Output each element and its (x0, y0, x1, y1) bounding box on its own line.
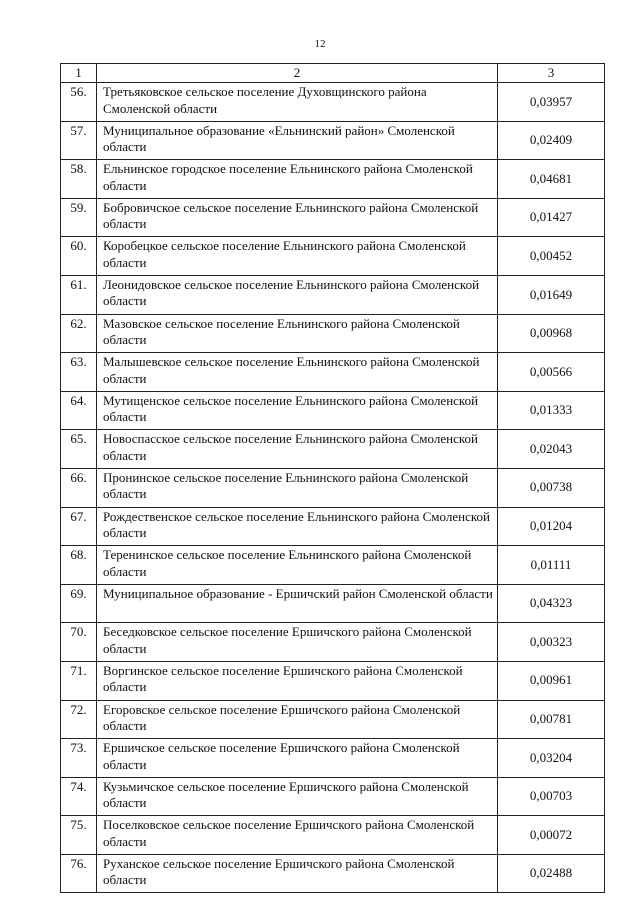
municipality-name: Кузьмичское сельское поселение Ершичского района Смоленской области (97, 777, 498, 816)
row-number: 63. (61, 353, 97, 392)
table-row (61, 854, 605, 893)
municipality-name: Коробецкое сельское поселение Ельнинского района Смоленской области (97, 237, 498, 276)
coefficient-value: 0,00781 (498, 700, 605, 739)
row-number: 61. (61, 275, 97, 314)
municipality-name: Мазовское сельское поселение Ельнинского района Смоленской области (97, 314, 498, 353)
table-row (61, 739, 605, 778)
table-body (61, 83, 605, 893)
municipality-name: Муниципальное образование - Ершичский район Смоленской области (97, 584, 498, 623)
municipality-name: Малышевское сельское поселение Ельнинского района Смоленской области (97, 353, 498, 392)
coefficient-value: 0,03957 (498, 83, 605, 122)
table-row (61, 314, 605, 353)
row-number: 75. (61, 816, 97, 855)
municipality-name: Бобровичское сельское поселение Ельнинского района Смоленской области (97, 198, 498, 237)
row-number: 72. (61, 700, 97, 739)
coefficient-value: 0,00566 (498, 353, 605, 392)
row-number: 58. (61, 160, 97, 199)
row-number: 64. (61, 391, 97, 430)
allocation-table (60, 63, 605, 893)
coefficient-value: 0,00738 (498, 468, 605, 507)
row-number: 60. (61, 237, 97, 276)
coefficient-value: 0,00072 (498, 816, 605, 855)
row-number: 66. (61, 468, 97, 507)
municipality-name: Рождественское сельское поселение Ельнинского района Смоленской области (97, 507, 498, 546)
table-row (61, 275, 605, 314)
row-number: 70. (61, 623, 97, 662)
row-number: 69. (61, 584, 97, 623)
municipality-name: Воргинское сельское поселение Ершичского района Смоленской области (97, 661, 498, 700)
column-header-value: 3 (498, 64, 605, 83)
municipality-name: Новоспасское сельское поселение Ельнинского района Смоленской области (97, 430, 498, 469)
coefficient-value: 0,00452 (498, 237, 605, 276)
coefficient-value: 0,04681 (498, 160, 605, 199)
table-row (61, 816, 605, 855)
coefficient-value: 0,02043 (498, 430, 605, 469)
coefficient-value: 0,01333 (498, 391, 605, 430)
table-row (61, 430, 605, 469)
table-row (61, 121, 605, 160)
coefficient-value: 0,00323 (498, 623, 605, 662)
table-row (61, 777, 605, 816)
municipality-name: Третьяковское сельское поселение Духовщинского района Смоленской области (97, 83, 498, 122)
table-header-row (61, 64, 605, 83)
municipality-name: Пронинское сельское поселение Ельнинского района Смоленской области (97, 468, 498, 507)
municipality-name: Ершичское сельское поселение Ершичского района Смоленской области (97, 739, 498, 778)
table-row (61, 83, 605, 122)
coefficient-value: 0,00703 (498, 777, 605, 816)
municipality-name: Поселковское сельское поселение Ершичского района Смоленской области (97, 816, 498, 855)
table-row (61, 160, 605, 199)
row-number: 56. (61, 83, 97, 122)
row-number: 65. (61, 430, 97, 469)
municipality-name: Беседковское сельское поселение Ершичского района Смоленской области (97, 623, 498, 662)
municipality-name: Мутищенское сельское поселение Ельнинского района Смоленской области (97, 391, 498, 430)
row-number: 59. (61, 198, 97, 237)
row-number: 71. (61, 661, 97, 700)
row-number: 68. (61, 546, 97, 585)
coefficient-value: 0,01111 (498, 546, 605, 585)
table-row (61, 391, 605, 430)
coefficient-value: 0,00968 (498, 314, 605, 353)
row-number: 73. (61, 739, 97, 778)
municipality-name: Ельнинское городское поселение Ельнинского района Смоленской области (97, 160, 498, 199)
table-row (61, 198, 605, 237)
column-header-number: 1 (61, 64, 97, 83)
table-row (61, 468, 605, 507)
coefficient-value: 0,02409 (498, 121, 605, 160)
table-row (61, 353, 605, 392)
coefficient-value: 0,04323 (498, 584, 605, 623)
municipality-name: Егоровское сельское поселение Ершичского района Смоленской области (97, 700, 498, 739)
column-header-name: 2 (97, 64, 498, 83)
table-row (61, 661, 605, 700)
row-number: 74. (61, 777, 97, 816)
row-number: 62. (61, 314, 97, 353)
row-number: 76. (61, 854, 97, 893)
table-row (61, 546, 605, 585)
municipality-name: Леонидовское сельское поселение Ельнинского района Смоленской области (97, 275, 498, 314)
coefficient-value: 0,00961 (498, 661, 605, 700)
municipality-name: Муниципальное образование «Ельнинский район» Смоленской области (97, 121, 498, 160)
coefficient-value: 0,02488 (498, 854, 605, 893)
coefficient-value: 0,01649 (498, 275, 605, 314)
coefficient-value: 0,01204 (498, 507, 605, 546)
table-row (61, 584, 605, 623)
table-row (61, 237, 605, 276)
coefficient-value: 0,01427 (498, 198, 605, 237)
municipality-name: Руханское сельское поселение Ершичского района Смоленской области (97, 854, 498, 893)
municipality-name: Теренинское сельское поселение Ельнинского района Смоленской области (97, 546, 498, 585)
table-row (61, 623, 605, 662)
row-number: 67. (61, 507, 97, 546)
row-number: 57. (61, 121, 97, 160)
page-number: 12 (314, 38, 326, 50)
table-row (61, 700, 605, 739)
coefficient-value: 0,03204 (498, 739, 605, 778)
table-row (61, 507, 605, 546)
